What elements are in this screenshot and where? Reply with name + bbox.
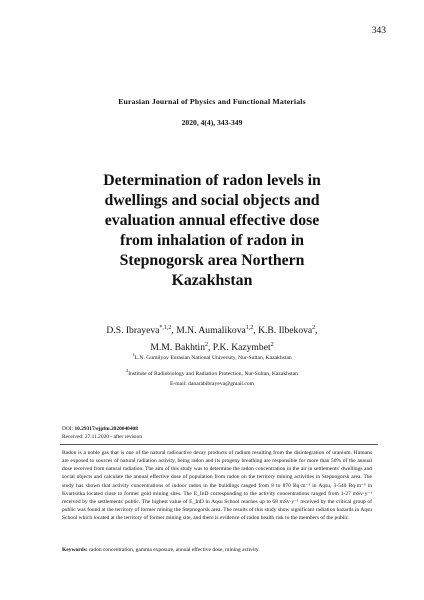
author-line-1 [0,321,424,338]
doi-line [62,426,138,432]
page-number: 343 [371,26,386,36]
author-affiliation-mark: *,1,2 [159,325,172,331]
author-name: M.M. Bakhtin [150,342,205,354]
title-line: dwellings and social objects and [104,192,320,209]
author-affiliation-mark: 1,2 [245,325,254,331]
author-affiliation-mark: 2 [312,325,316,331]
title-line: evaluation annual effective dose [104,212,320,229]
journal-name: Eurasian Journal of Physics and Functional Materials [118,97,306,106]
author-affiliation-mark: 2 [270,342,274,349]
affiliation-number: 1 [132,352,135,357]
author-name: P.K. Kazymbet [212,342,271,354]
doi-label: DOI: [62,426,74,432]
keywords-label: Keywords: [62,547,88,553]
author-separator: , [253,325,259,337]
author-affiliation-mark: 2 [205,342,208,349]
abstract-text: Radon is a noble gas that is one of the natural radioactive decay products of radium resulting from the disintegration of uranium. Humans are exposed to sources of natural radiation activity, being radon and its progeny breathing are responsible for more than 50% of the annual dose received from natural radiation. The aim of this study was to determine the radon concentration in the air in settlements' dwellings and social objects and calculate the annual effective dose of population from radon on the territory mining activities in Stepnogorsk area. The study has shown that activity concentrations of indoor radon in the buildings ranged from 8 to 870 Bq·m⁻³ in Aqsu, 3-540 Bq·m⁻³ in Kvartsitka located close to former gold mining sites. The E_InD corresponding to the activity concentrations ranged from 1-27 mSv·y⁻¹ received by the settlements' public. The highest value of E_InD in Aqsu School reaches up to 68 mSv·y⁻¹ received by the critical group of public was found at the territory of former mining the Stepnogorsk area. The results of this study show significant radiation hazards in Aqsu School which located at the territory of former mining site, and there is evidence of radon health risk to the members of the public. [62,450,372,522]
corresponding-email: E-mail: danarabibrayeva@gmail.com [169,381,255,387]
author-separator: , [315,325,318,337]
received-date: Received: 27.11.2020 - after revision [62,434,143,440]
keywords-text: radon concentration, gamma exposure, annual effective dose, mining activity. [89,547,260,553]
author-list [0,321,424,355]
affiliation-number: 2 [126,368,129,373]
issue-info: 2020, 4(4), 343-349 [181,118,243,127]
title-line: from inhalation of radon in [119,232,305,249]
author-name: D.S. Ibrayeva [106,325,160,337]
title-line: Stepnogorsk area Northern [119,252,305,269]
doi-link[interactable]: 10.29317/ejpfm.2020040408 [74,426,138,432]
affiliation-1 [0,352,424,361]
section-divider [60,444,378,445]
author-separator: , [171,325,177,337]
title-line: Kazakhstan [171,272,253,289]
affiliation-text: Institute of Radiobiology and Radiation Protection, Nur-Sultan, Kazakhstan [128,370,298,377]
author-name: M.N. Aumalikova [176,325,246,337]
author-name: K.B. Ilbekova [258,325,313,337]
keywords-line [62,547,372,553]
author-separator: , [208,342,213,354]
affiliation-2 [0,368,424,377]
title-line: Determination of radon levels in [103,172,321,189]
affiliation-text: L.N. Gumilyov Eurasian National University, Nur-Sultan, Kazakhstan [134,354,292,361]
paper-title [30,171,394,291]
